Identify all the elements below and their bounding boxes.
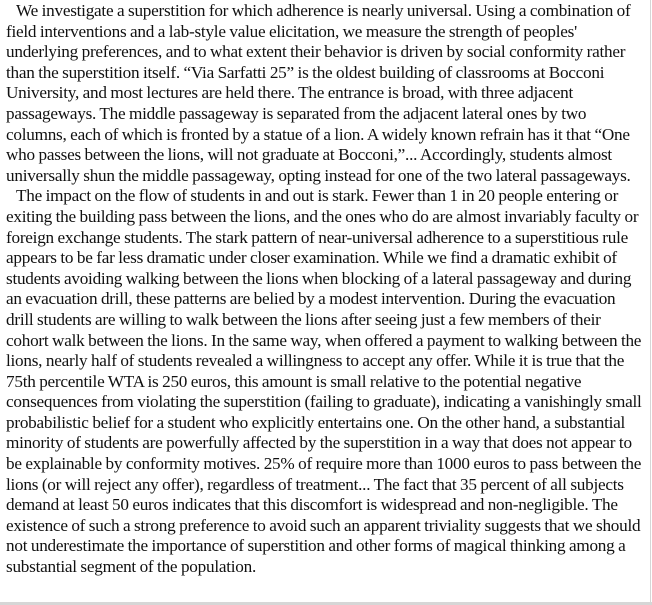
paragraph-2: The impact on the flow of students in and out is stark. Fewer than 1 in 20 people entering or exiting the building pass between the lions, and the ones who do are almost invariably faculty or foreign exchange students. The stark pattern of near-universal adherence to a superstitious rule appears to be far less dramatic under closer examination. While we find a dramatic exhibit of students avoiding walking between the lions when blocking of a lateral passageway and during an evacuation drill, these patterns are belied by a modest intervention. During the evacuation drill students are willing to walk between the lions after seeing just a few members of their cohort walk between the lions. In the same way, when offered a payment to walking between the lions, nearly half of students revealed a willingness to accept any offer. While it is true that the 75th percentile WTA is 250 euros, this amount is small relative to the potential negative consequences from violating the superstition (failing to graduate), indicating a vanishingly small probabilistic belief for a student who explicitly entertains one. On the other hand, a substantial minority of students are powerfully affected by the superstition in a way that does not appear to be explainable by conformity motives. 25% of require more than 1000 euros to pass between the lions (or will reject any offer), regardless of treatment... The fact that 35 percent of all subjects demand at least 50 euros indicates that this discomfort is widespread and non-negligible. The existence of such a strong preference to avoid such an apparent triviality suggests that we should not underestimate the importance of superstition and other forms of magical thinking among a substantial segment of the population.	[6, 186, 642, 577]
paragraph-1: We investigate a superstition for which adherence is nearly universal. Using a combination of field interventions and a lab-style value elicitation, we measure the strength of peoples' underlying preferences, and to what extent their behavior is driven by social conformity rather than the superstition itself. “Via Sarfatti 25” is the oldest building of classrooms at Bocconi University, and most lectures are held there. The entrance is broad, with three adjacent passageways. The middle passageway is separated from the adjacent lateral ones by two columns, each of which is fronted by a statue of a lion. A widely known refrain has it that “One who passes between the lions, will not graduate at Bocconi,”... Accordingly, students almost universally shun the middle passageway, opting instead for one of the two lateral passageways.	[6, 1, 631, 185]
document-body	[6, 1, 646, 578]
right-border	[650, 0, 651, 605]
